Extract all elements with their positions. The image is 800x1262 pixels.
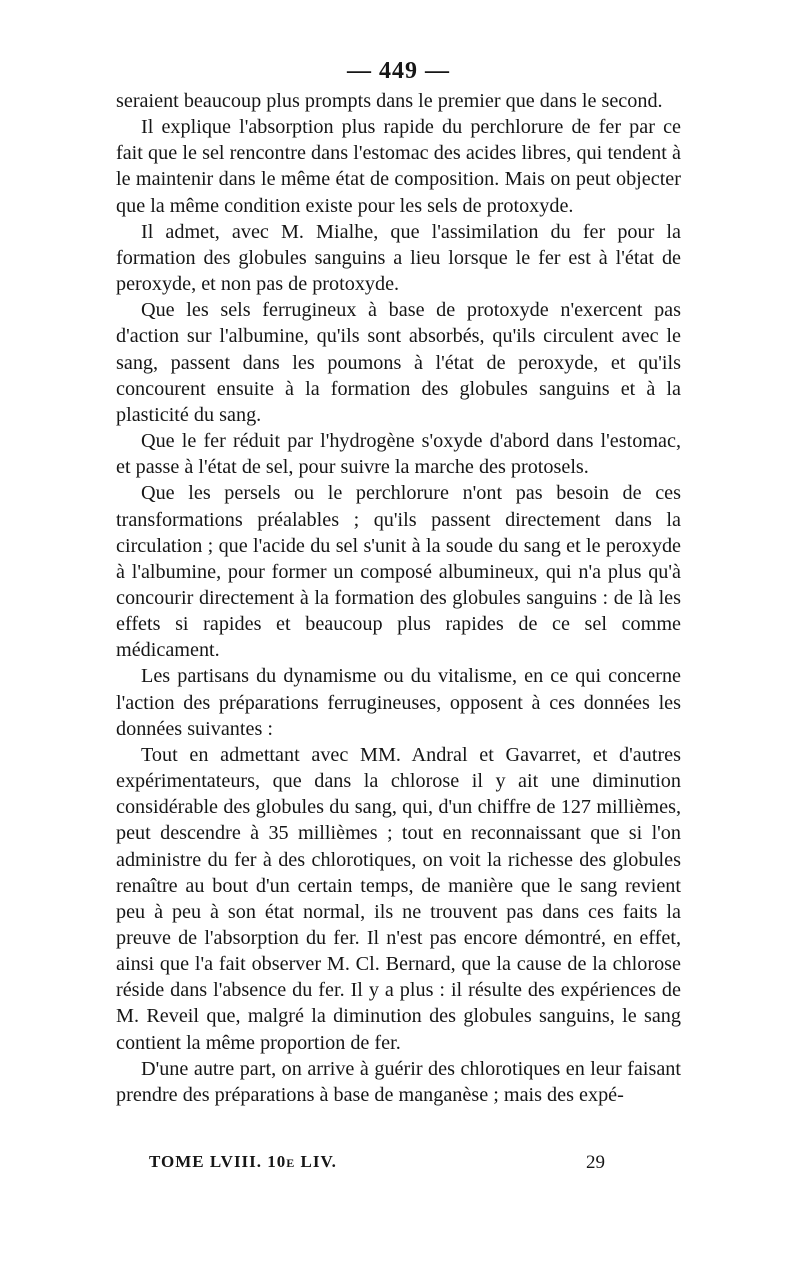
- paragraph-5: Que le fer réduit par l'hydrogène s'oxyde d'abord dans l'estomac, et passe à l'état de sel, pour suivre la marche des protosels.: [116, 430, 681, 479]
- paragraph-7: Les partisans du dynamisme ou du vitalisme, en ce qui concerne l'action des préparations ferrugineuses, opposent à ces données les données suivantes :: [116, 665, 681, 740]
- paragraph-1: seraient beaucoup plus prompts dans le premier que dans le second.: [116, 90, 663, 112]
- paragraph-6: Que les persels ou le perchlorure n'ont pas besoin de ces transformations préalables ; qu'ils passent directement dans la circulation ; que l'acide du sel s'unit à la soude du sang et le peroxyde à l'albumine, pour former un composé albumineux, qui n'a plus qu'à concourir directement à la formation des globules sanguins : de là les effets si rapides et beaucoup plus rapides de ce sel comme médicament.: [116, 482, 681, 662]
- volume-mark: TOME LVIII. 10e LIV.: [149, 1152, 337, 1171]
- body-text: [116, 88, 681, 1108]
- page-number: — 449 —: [347, 58, 450, 84]
- paragraph-8: Tout en admettant avec MM. Andral et Gavarret, et d'autres expérimentateurs, que dans la chlorose il y ait une diminution considérable des globules du sang, qui, d'un chiffre de 127 millièmes, peut descendre à 35 millièmes ; tout en reconnaissant que si l'on administre du fer à des chlorotiques, on voit la richesse des globules renaître au bout d'un certain temps, de manière que le sang revient peu à peu à son état normal, ils ne trouvent pas dans ces faits la preuve de l'absorption du fer. Il n'est pas encore démontré, en effet, ainsi que l'a fait observer M. Cl. Bernard, que la cause de la chlorose réside dans l'absence du fer. Il y a plus : il résulte des expériences de M. Reveil que, malgré la diminution des globules sanguins, le sang contient la même proportion de fer.: [116, 743, 681, 1054]
- paragraph-2: Il explique l'absorption plus rapide du perchlorure de fer par ce fait que le sel rencontre dans l'estomac des acides libres, qui tendent à le maintenir dans le même état de composition. Mais on peut objecter que la même condition existe pour les sels de protoxyde.: [116, 116, 681, 217]
- paragraph-3: Il admet, avec M. Mialhe, que l'assimilation du fer pour la formation des globules sanguins a lieu lorsque le fer est à l'état de peroxyde, et non pas de protoxyde.: [116, 220, 681, 296]
- document-page: [116, 0, 681, 1262]
- paragraph-4: Que les sels ferrugineux à base de protoxyde n'exercent pas d'action sur l'albumine, qu'ils sont absorbés, qu'ils circulent avec le sang, passent dans les poumons à l'état de peroxyde, et qu'ils concourent ensuite à la formation des globules sanguins et à la plasticité du sang.: [116, 299, 681, 426]
- signature-mark: 29: [586, 1152, 605, 1173]
- paragraph-9: D'une autre part, on arrive à guérir des chlorotiques en leur faisant prendre des préparations à base de manganèse ; mais des expé-: [116, 1057, 681, 1106]
- page-footer: [116, 1152, 681, 1178]
